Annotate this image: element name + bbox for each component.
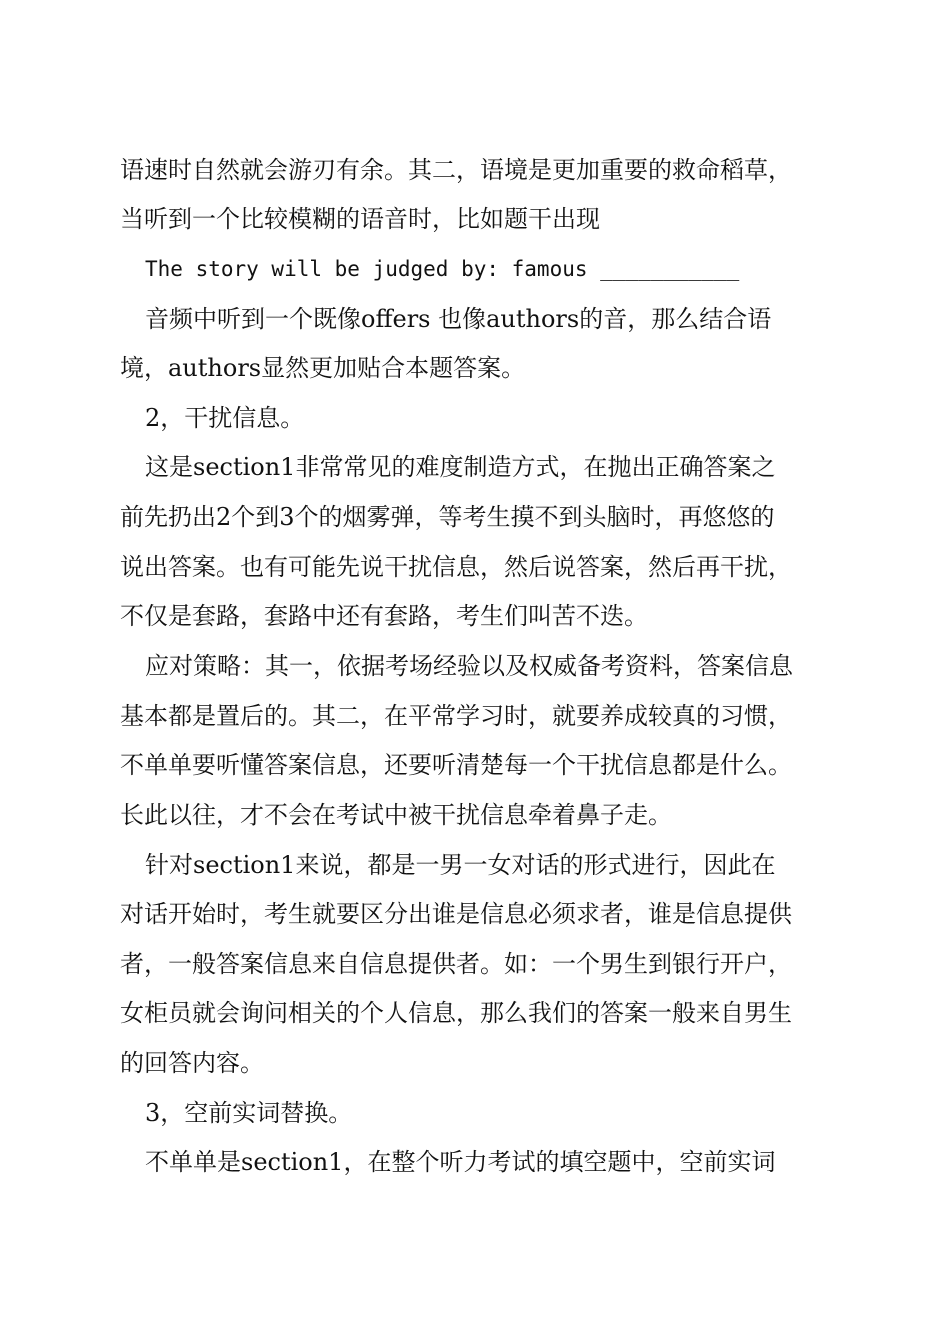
text-line: 不单单要听懂答案信息，还要听清楚每一个干扰信息都是什么。 — [120, 751, 792, 779]
text-line: 基本都是置后的。其二，在平常学习时，就要养成较真的习惯， — [120, 702, 792, 730]
text-line: 对话开始时，考生就要区分出谁是信息必须求者，谁是信息提供 — [120, 900, 792, 928]
text-line: 长此以往，才不会在考试中被干扰信息牵着鼻子走。 — [120, 801, 672, 829]
section-heading: 2，干扰信息。 — [145, 404, 305, 432]
text-line: 语速时自然就会游刃有余。其二，语境是更加重要的救命稻草， — [120, 156, 792, 184]
text-line: 的回答内容。 — [120, 1049, 264, 1077]
text-line: 这是section1非常常见的难度制造方式，在抛出正确答案之 — [145, 453, 776, 481]
text-line: 女柜员就会询问相关的个人信息，那么我们的答案一般来自男生 — [120, 999, 792, 1027]
example-sentence: The story will be judged by: famous ___________ — [145, 257, 740, 281]
text-line: 不单单是section1，在整个听力考试的填空题中，空前实词 — [145, 1148, 776, 1176]
text-line: 针对section1来说，都是一男一女对话的形式进行，因此在 — [145, 851, 776, 879]
text-line: 者，一般答案信息来自信息提供者。如：一个男生到银行开户， — [120, 950, 792, 978]
text-line: 不仅是套路，套路中还有套路，考生们叫苦不迭。 — [120, 602, 648, 630]
section-heading: 3，空前实词替换。 — [145, 1099, 353, 1127]
text-line: 应对策略：其一，依据考场经验以及权威备考资料，答案信息 — [145, 652, 793, 680]
text-line: 前先扔出2个到3个的烟雾弹，等考生摸不到头脑时，再悠悠的 — [120, 503, 775, 531]
text-line: 境，authors显然更加贴合本题答案。 — [120, 354, 526, 382]
text-line: 音频中听到一个既像offers 也像authors的音，那么结合语 — [145, 305, 772, 333]
text-line: 说出答案。也有可能先说干扰信息，然后说答案，然后再干扰， — [120, 553, 792, 581]
text-line: 当听到一个比较模糊的语音时，比如题干出现 — [120, 205, 600, 233]
